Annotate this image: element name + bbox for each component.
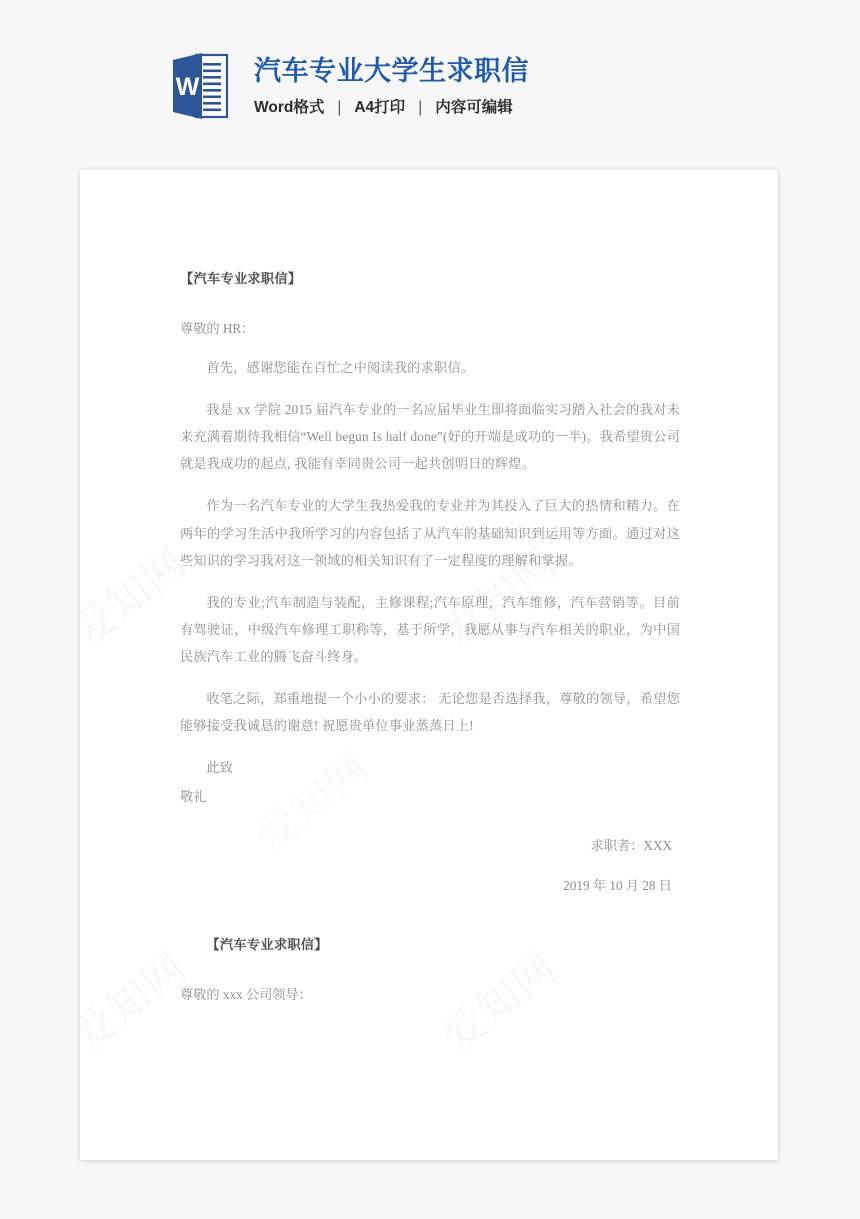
doc-paragraph: 我是 xx 学院 2015 届汽车专业的一名应届毕业生即将面临实习踏入社会的我对未来充满着期待我相信“Well begun Is half done”(好的开端是成功的一半)。我希望贵公司就是我成功的起点, 我能有幸同贵公司一起共创明日的辉煌。	[180, 402, 680, 472]
doc-heading-2: 【汽车专业求职信】	[206, 937, 328, 953]
doc-closing-line-1: 此致	[206, 759, 233, 775]
header-text-block	[254, 56, 529, 118]
doc-salutation-2: 尊敬的 xxx 公司领导：	[180, 987, 312, 1003]
word-document-icon	[170, 51, 230, 123]
page-title: 汽车专业大学生求职信	[254, 56, 529, 87]
doc-date: 2019 年 10 月 28 日	[563, 878, 672, 894]
header-content	[170, 51, 529, 123]
meta-print: A4打印	[354, 99, 406, 117]
doc-meta-row	[254, 99, 529, 118]
document-content	[180, 268, 680, 1020]
page-header	[0, 0, 860, 170]
meta-editable: 内容可编辑	[435, 99, 513, 117]
doc-paragraph: 收笔之际，郑重地提一个小小的要求： 无论您是否选择我，尊敬的领导，希望您能够接受我诚恳的谢意! 祝愿贵单位事业蒸蒸日上!	[180, 690, 680, 733]
doc-paragraph: 首先，感谢您能在百忙之中阅读我的求职信。	[206, 360, 475, 376]
svg-text:W: W	[175, 73, 200, 101]
meta-separator-1: |	[337, 99, 342, 117]
doc-paragraph: 作为一名汽车专业的大学生我热爱我的专业并为其投入了巨大的热情和精力。在两年的学习生活中我所学习的内容包括了从汽车的基础知识到运用等方面。通过对这些知识的学习我对这一领域的相关知识有了一定程度的理解和掌握。	[180, 498, 680, 568]
section-spacer	[180, 912, 680, 934]
meta-separator-2: |	[418, 99, 423, 117]
doc-paragraph: 我的专业;汽车制造与装配，主修课程;汽车原理，汽车维修，汽车营销等。目前有驾驶证，中级汽车修理工职称等，基于所学，我愿从事与汽车相关的职业，为中国民族汽车工业的腾飞奋斗终身。	[180, 594, 680, 664]
doc-closing-line-2: 敬礼	[180, 789, 207, 804]
doc-heading-1: 【汽车专业求职信】	[180, 271, 302, 286]
doc-salutation-1: 尊敬的 HR：	[180, 321, 255, 337]
meta-format: Word格式	[254, 99, 325, 117]
doc-signature: 求职者：XXX	[590, 838, 672, 854]
document-page	[80, 170, 778, 1160]
